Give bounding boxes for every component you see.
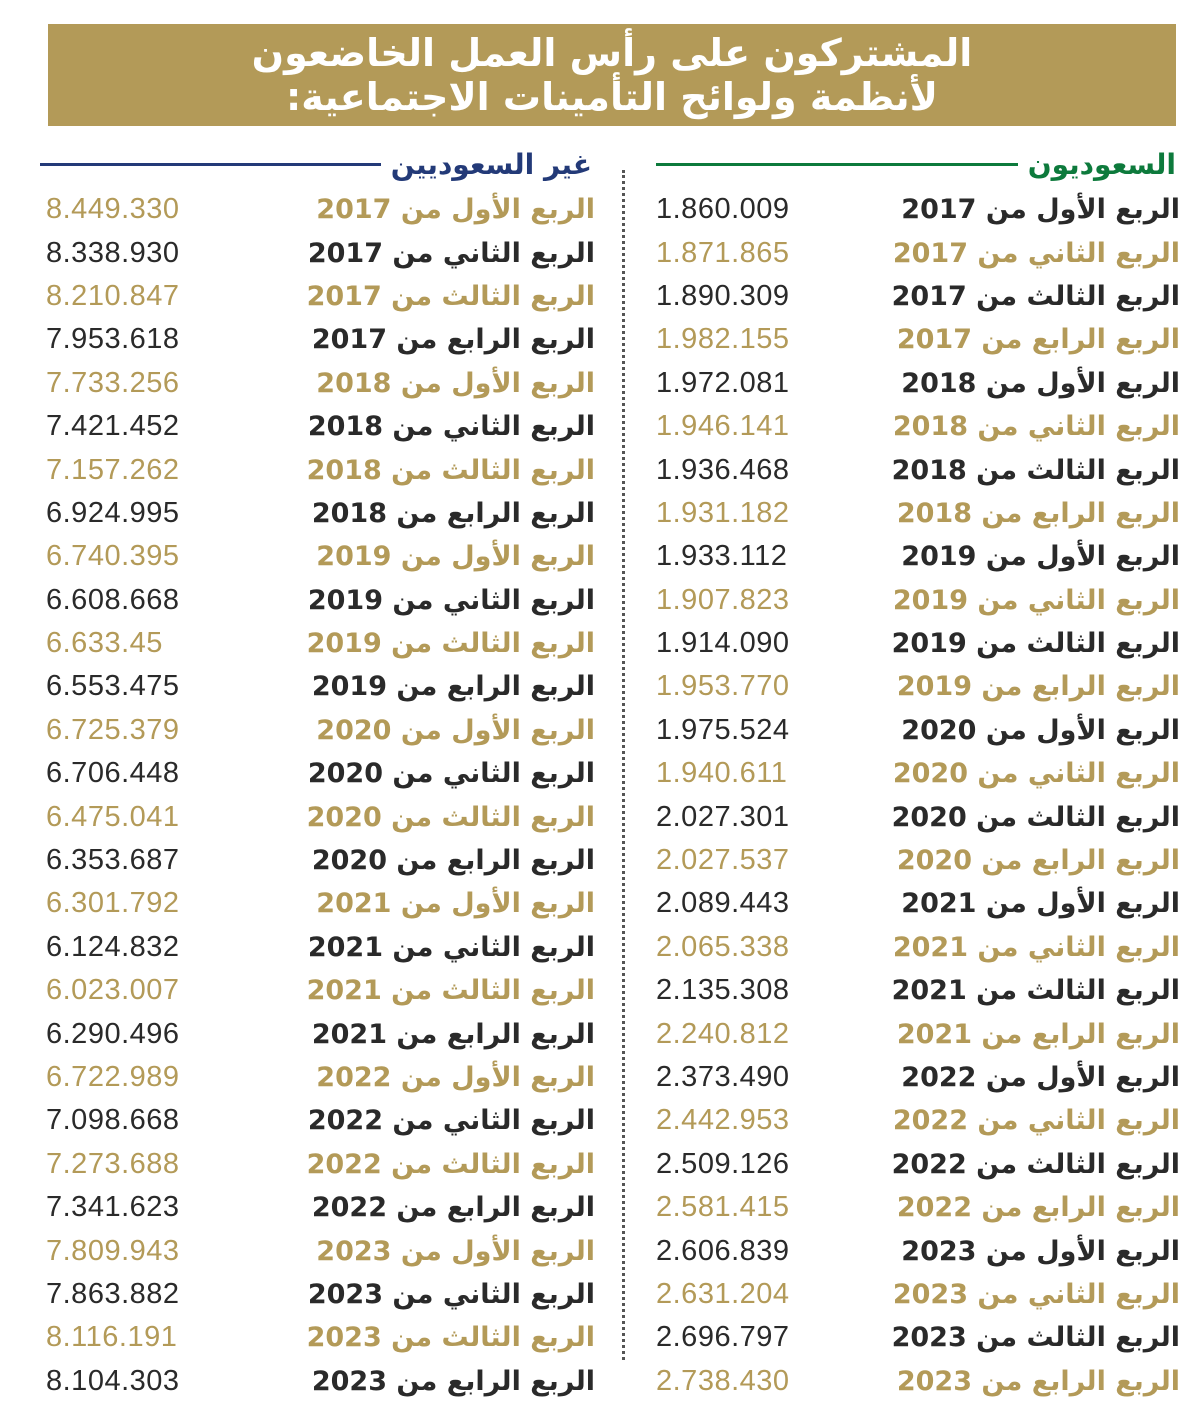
quarter-label: الربع الأول من 2018 [316, 367, 595, 399]
list-item [650, 1229, 1180, 1272]
quarter-label: الربع الثالث من 2023 [306, 1322, 595, 1354]
subscriber-count: 8.116.191 [46, 1321, 178, 1354]
quarter-label: الربع الرابع من 2018 [311, 497, 595, 529]
subscriber-count: 8.338.930 [46, 236, 180, 269]
quarter-label: الربع الثاني من 2022 [307, 1105, 595, 1137]
subscriber-count: 6.553.475 [46, 670, 180, 703]
quarter-label: الربع الأول من 2022 [901, 1062, 1180, 1093]
subscriber-count: 7.809.943 [46, 1234, 180, 1267]
quarter-label: الربع الثالث من 2021 [306, 975, 595, 1007]
subscriber-count: 7.157.262 [46, 453, 180, 486]
non-saudis-column-header [40, 144, 592, 184]
list-item [650, 188, 1180, 231]
quarter-label: الربع الثاني من 2023 [307, 1278, 595, 1310]
subscriber-count: 2.606.839 [656, 1234, 790, 1267]
list-item [40, 1099, 595, 1142]
quarter-label: الربع الأول من 2017 [316, 194, 595, 226]
list-item [40, 882, 595, 925]
subscriber-count: 1.975.524 [656, 713, 790, 746]
list-item [40, 1360, 595, 1403]
subscriber-count: 7.733.256 [46, 366, 180, 399]
list-item [650, 665, 1180, 708]
list-item [40, 1012, 595, 1055]
subscriber-count: 6.725.379 [46, 713, 180, 746]
quarter-label: الربع الثاني من 2022 [892, 1105, 1180, 1137]
subscriber-count: 7.273.688 [46, 1147, 180, 1180]
subscriber-count: 6.740.395 [46, 540, 180, 573]
subscriber-count: 8.210.847 [46, 279, 180, 312]
list-item [40, 405, 595, 448]
quarter-label: الربع الرابع من 2022 [311, 1192, 595, 1224]
non-saudis-list [40, 188, 595, 1403]
quarter-label: الربع الأول من 2023 [901, 1235, 1180, 1267]
quarter-label: الربع الثاني من 2019 [307, 584, 595, 616]
quarter-label: الربع الثاني من 2021 [307, 931, 595, 963]
column-divider [622, 170, 625, 1360]
subscriber-count: 6.706.448 [46, 757, 180, 790]
subscriber-count: 2.442.953 [656, 1104, 790, 1137]
quarter-label: الربع الرابع من 2020 [311, 845, 595, 877]
subscriber-count: 2.027.301 [656, 800, 790, 833]
list-item [650, 969, 1180, 1012]
subscriber-count: 6.633.45 [46, 627, 163, 660]
subscriber-count: 1.933.112 [656, 540, 788, 573]
subscriber-count: 1.931.182 [656, 496, 790, 529]
quarter-label: الربع الأول من 2019 [316, 541, 595, 573]
quarter-label: الربع الرابع من 2017 [896, 324, 1180, 356]
quarter-label: الربع الثالث من 2022 [891, 1148, 1180, 1180]
list-item [650, 709, 1180, 752]
list-item [40, 188, 595, 231]
subscriber-count: 6.023.007 [46, 974, 180, 1007]
subscriber-count: 1.936.468 [656, 453, 790, 486]
list-item [40, 1316, 595, 1359]
subscriber-count: 2.027.537 [656, 844, 790, 877]
list-item [40, 665, 595, 708]
list-item [650, 1186, 1180, 1229]
subscriber-count: 1.860.009 [656, 193, 790, 226]
quarter-label: الربع الرابع من 2017 [311, 324, 595, 356]
subscriber-count: 2.631.204 [656, 1277, 790, 1310]
list-item [650, 362, 1180, 405]
list-item [650, 1273, 1180, 1316]
quarter-label: الربع الثالث من 2017 [306, 280, 595, 312]
list-item [40, 1143, 595, 1186]
subscriber-count: 6.124.832 [46, 930, 180, 963]
subscriber-count: 6.475.041 [46, 800, 180, 833]
list-item [650, 926, 1180, 969]
list-item [650, 882, 1180, 925]
list-item [650, 1099, 1180, 1142]
quarter-label: الربع الثاني من 2023 [892, 1278, 1180, 1310]
quarter-label: الربع الثاني من 2017 [307, 237, 595, 269]
quarter-label: الربع الثاني من 2018 [892, 411, 1180, 443]
quarter-label: الربع الأول من 2021 [901, 888, 1180, 920]
list-item [40, 926, 595, 969]
subscriber-count: 1.907.823 [656, 583, 790, 616]
list-item [40, 1229, 595, 1272]
quarter-label: الربع الأول من 2018 [901, 367, 1180, 399]
list-item [650, 839, 1180, 882]
list-item [650, 535, 1180, 578]
subscriber-count: 7.863.882 [46, 1277, 180, 1310]
quarter-label: الربع الرابع من 2020 [896, 845, 1180, 877]
list-item [40, 969, 595, 1012]
subscriber-count: 2.373.490 [656, 1061, 790, 1093]
subscriber-count: 1.953.770 [656, 670, 790, 703]
list-item [650, 579, 1180, 622]
list-item [40, 579, 595, 622]
quarter-label: الربع الأول من 2023 [316, 1235, 595, 1267]
subscriber-count: 2.581.415 [656, 1191, 790, 1224]
quarter-label: الربع الثالث من 2018 [306, 454, 595, 486]
list-item [40, 448, 595, 491]
subscriber-count: 7.953.618 [46, 323, 180, 356]
list-item [40, 622, 595, 665]
list-item [650, 405, 1180, 448]
saudis-list [650, 188, 1180, 1403]
list-item [40, 535, 595, 578]
quarter-label: الربع الرابع من 2019 [896, 671, 1180, 703]
list-item [40, 275, 595, 318]
subscriber-count: 6.301.792 [46, 887, 180, 920]
subscriber-count: 7.421.452 [46, 410, 180, 443]
quarter-label: الربع الأول من 2020 [316, 714, 595, 746]
quarter-label: الربع الأول من 2020 [901, 714, 1180, 746]
quarter-label: الربع الثالث من 2020 [306, 801, 595, 833]
list-item [650, 1056, 1180, 1099]
subscriber-count: 1.914.090 [656, 627, 790, 660]
quarter-label: الربع الأول من 2017 [901, 194, 1180, 226]
quarter-label: الربع الثالث من 2018 [891, 454, 1180, 486]
list-item [650, 622, 1180, 665]
list-item [40, 1186, 595, 1229]
list-item [40, 318, 595, 361]
list-item [40, 362, 595, 405]
subscriber-count: 6.353.687 [46, 844, 180, 877]
subscriber-count: 6.924.995 [46, 496, 180, 529]
subscriber-count: 2.089.443 [656, 887, 790, 920]
subscriber-count: 6.608.668 [46, 583, 180, 616]
saudis-column-header [656, 144, 1176, 184]
quarter-label: الربع الثاني من 2019 [892, 584, 1180, 616]
quarter-label: الربع الأول من 2022 [316, 1062, 595, 1093]
list-item [40, 231, 595, 274]
list-item [40, 752, 595, 795]
saudis-header-rule [656, 163, 1018, 166]
quarter-label: الربع الثالث من 2022 [306, 1148, 595, 1180]
list-item [40, 1273, 595, 1316]
quarter-label: الربع الثالث من 2017 [891, 280, 1180, 312]
subscriber-count: 2.065.338 [656, 930, 790, 963]
list-item [650, 1316, 1180, 1359]
title-line-1: المشتركون على رأس العمل الخاضعون [251, 31, 973, 75]
quarter-label: الربع الثالث من 2019 [306, 628, 595, 660]
list-item [40, 709, 595, 752]
subscriber-count: 2.135.308 [656, 974, 790, 1007]
list-item [40, 795, 595, 838]
list-item [650, 1143, 1180, 1186]
list-item [650, 275, 1180, 318]
subscriber-count: 8.104.303 [46, 1364, 180, 1397]
quarter-label: الربع الثاني من 2020 [892, 758, 1180, 790]
list-item [650, 1012, 1180, 1055]
quarter-label: الربع الرابع من 2021 [896, 1018, 1180, 1050]
quarter-label: الربع الثالث من 2021 [891, 975, 1180, 1007]
quarter-label: الربع الثاني من 2018 [307, 411, 595, 443]
subscriber-count: 1.982.155 [656, 323, 790, 356]
saudis-title: السعوديون [1027, 147, 1176, 181]
list-item [40, 1056, 595, 1099]
list-item [650, 1360, 1180, 1403]
title-banner [48, 24, 1176, 126]
quarter-label: الربع الثاني من 2020 [307, 758, 595, 790]
quarter-label: الربع الأول من 2019 [901, 541, 1180, 573]
quarter-label: الربع الرابع من 2018 [896, 497, 1180, 529]
list-item [650, 492, 1180, 535]
subscriber-count: 7.098.668 [46, 1104, 180, 1137]
quarter-label: الربع الثاني من 2017 [892, 237, 1180, 269]
subscriber-count: 2.696.797 [656, 1321, 790, 1354]
list-item [40, 492, 595, 535]
title-line-2: لأنظمة ولوائح التأمينات الاجتماعية: [286, 75, 938, 119]
subscriber-count: 1.972.081 [656, 366, 790, 399]
quarter-label: الربع الأول من 2021 [316, 888, 595, 920]
subscriber-count: 6.722.989 [46, 1061, 180, 1093]
subscriber-count: 1.890.309 [656, 279, 790, 312]
quarter-label: الربع الرابع من 2022 [896, 1192, 1180, 1224]
list-item [650, 318, 1180, 361]
subscriber-count: 1.940.611 [656, 757, 788, 790]
quarter-label: الربع الثالث من 2019 [891, 628, 1180, 660]
list-item [650, 448, 1180, 491]
subscriber-count: 1.871.865 [656, 236, 790, 269]
quarter-label: الربع الرابع من 2023 [896, 1365, 1180, 1397]
subscriber-count: 2.738.430 [656, 1364, 790, 1397]
subscriber-count: 1.946.141 [656, 410, 790, 443]
list-item [650, 231, 1180, 274]
list-item [650, 795, 1180, 838]
list-item [650, 752, 1180, 795]
quarter-label: الربع الرابع من 2021 [311, 1018, 595, 1050]
subscriber-count: 7.341.623 [46, 1191, 180, 1224]
quarter-label: الربع الرابع من 2019 [311, 671, 595, 703]
list-item [40, 839, 595, 882]
quarter-label: الربع الرابع من 2023 [311, 1365, 595, 1397]
quarter-label: الربع الثالث من 2020 [891, 801, 1180, 833]
quarter-label: الربع الثالث من 2023 [891, 1322, 1180, 1354]
non-saudis-title: غير السعوديين [390, 147, 592, 181]
non-saudis-header-rule [40, 163, 381, 166]
subscriber-count: 2.240.812 [656, 1017, 790, 1050]
subscriber-count: 6.290.496 [46, 1017, 180, 1050]
quarter-label: الربع الثاني من 2021 [892, 931, 1180, 963]
subscriber-count: 2.509.126 [656, 1147, 790, 1180]
subscriber-count: 8.449.330 [46, 193, 180, 226]
